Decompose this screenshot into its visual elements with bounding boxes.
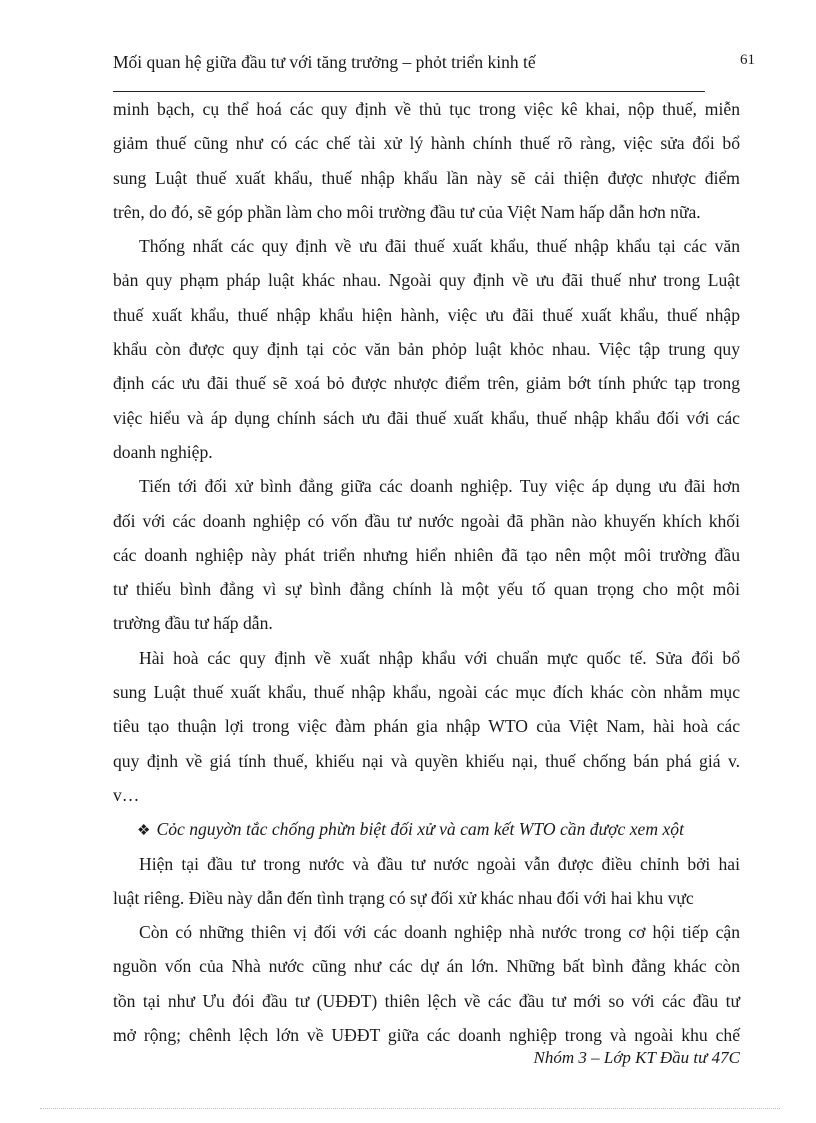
page-bottom-divider xyxy=(40,1108,780,1109)
text-line: tồn tại như Ưu đói đầu tư (UĐĐT) thiên lệch về các đầu tư mới so với các đầu tư xyxy=(113,990,740,1011)
body-text xyxy=(113,92,740,1052)
paragraph-first-line: Tiến tới đối xử bình đẳng giữa các doanh nghiệp. Tuy việc áp dụng ưu đãi hơn xyxy=(139,476,740,497)
paragraph-first-line: Hài hoà các quy định về xuất nhập khẩu với chuẩn mực quốc tế. Sửa đổi bổ xyxy=(139,647,740,668)
text-line: minh bạch, cụ thể hoá các quy định về thủ tục trong việc kê khai, nộp thuế, miễn xyxy=(113,99,740,119)
text-line: trên, do đó, sẽ góp phần làm cho môi trường đầu tư của Việt Nam hấp dẫn hơn nữa. xyxy=(113,201,701,222)
text-line: khẩu còn được quy định tại cỏc văn bản phỏp luật khỏc nhau. Việc tập trung quy xyxy=(113,339,740,360)
header-title: Mối quan hệ giữa đầu tư với tăng trưởng – phỏt triển kinh tế xyxy=(113,52,536,72)
text-line: việc hiểu và áp dụng chính sách ưu đãi thuế xuất khẩu, thuế nhập khẩu đối với các xyxy=(113,407,740,428)
bullet-heading xyxy=(113,812,740,846)
text-line: doanh nghiệp. xyxy=(113,441,213,462)
text-line: quy định về giá tính thuế, khiếu nại và quyền khiếu nại, thuế chống bán phá giá v. xyxy=(113,750,740,771)
text-line: sung Luật thuế xuất khẩu, thuế nhập khẩu lần này sẽ cải thiện được nhược điểm xyxy=(113,167,740,188)
paragraph-first-line: Hiện tại đầu tư trong nước và đầu tư nước ngoài vẫn được điều chỉnh bởi hai xyxy=(139,853,740,874)
page-header xyxy=(113,49,755,79)
text-line: mở rộng; chênh lệch lớn về UĐĐT giữa các doanh nghiệp trong và ngoài khu chế xyxy=(113,1025,740,1046)
page-footer: Nhóm 3 – Lớp KT Đầu tư 47C xyxy=(533,1048,740,1067)
text-line: bản quy phạm pháp luật khác nhau. Ngoài quy định về ưu đãi thuế như trong Luật xyxy=(113,270,740,291)
bullet-heading-text: Cỏc nguyờn tắc chống phừn biệt đối xử và cam kết WTO cần được xem xột xyxy=(156,819,684,840)
text-line: các doanh nghiệp này phát triển nhưng hiển nhiên đã tạo nên một môi trường đầu xyxy=(113,544,740,565)
diamond-bullet-icon: ❖ xyxy=(137,823,151,840)
text-line: v… xyxy=(113,784,140,805)
text-line: luật riêng. Điều này dẫn đến tình trạng có sự đối xử khác nhau đối với hai khu vực xyxy=(113,887,694,908)
text-line: trường đầu tư hấp dẫn. xyxy=(113,613,273,634)
text-line: thuế xuất khẩu, thuế nhập khẩu hiện hành, việc ưu đãi thuế xuất khẩu, thuế nhập xyxy=(113,304,740,325)
text-line: nguồn vốn của Nhà nước cũng như các dự án lớn. Những bất bình đẳng khác còn xyxy=(113,956,740,977)
text-line: sung Luật thuế xuất khẩu, thuế nhập khẩu, ngoài các mục đích khác còn nhằm mục xyxy=(113,682,740,703)
paragraph-first-line: Còn có những thiên vị đối với các doanh nghiệp nhà nước trong cơ hội tiếp cận xyxy=(139,922,740,943)
page-number: 61 xyxy=(740,52,755,68)
text-line: định các ưu đãi thuế sẽ xoá bỏ được nhược điểm trên, giảm bớt tính phức tạp trong xyxy=(113,373,740,394)
text-line: đối với các doanh nghiệp có vốn đầu tư nước ngoài đã phần nào khuyến khích khối xyxy=(113,510,740,531)
text-line: tư thiếu bình đẳng vì sự bình đẳng chính là một yếu tố quan trọng cho một môi xyxy=(113,579,740,600)
text-line: giảm thuế cũng như có các chế tài xử lý hành chính thuế rõ ràng, việc sửa đổi bổ xyxy=(113,133,740,154)
paragraph-first-line: Thống nhất các quy định về ưu đãi thuế xuất khẩu, thuế nhập khẩu tại các văn xyxy=(139,236,740,257)
text-line: tiêu tạo thuận lợi trong việc đàm phán gia nhập WTO của Việt Nam, hài hoà các xyxy=(113,716,740,737)
